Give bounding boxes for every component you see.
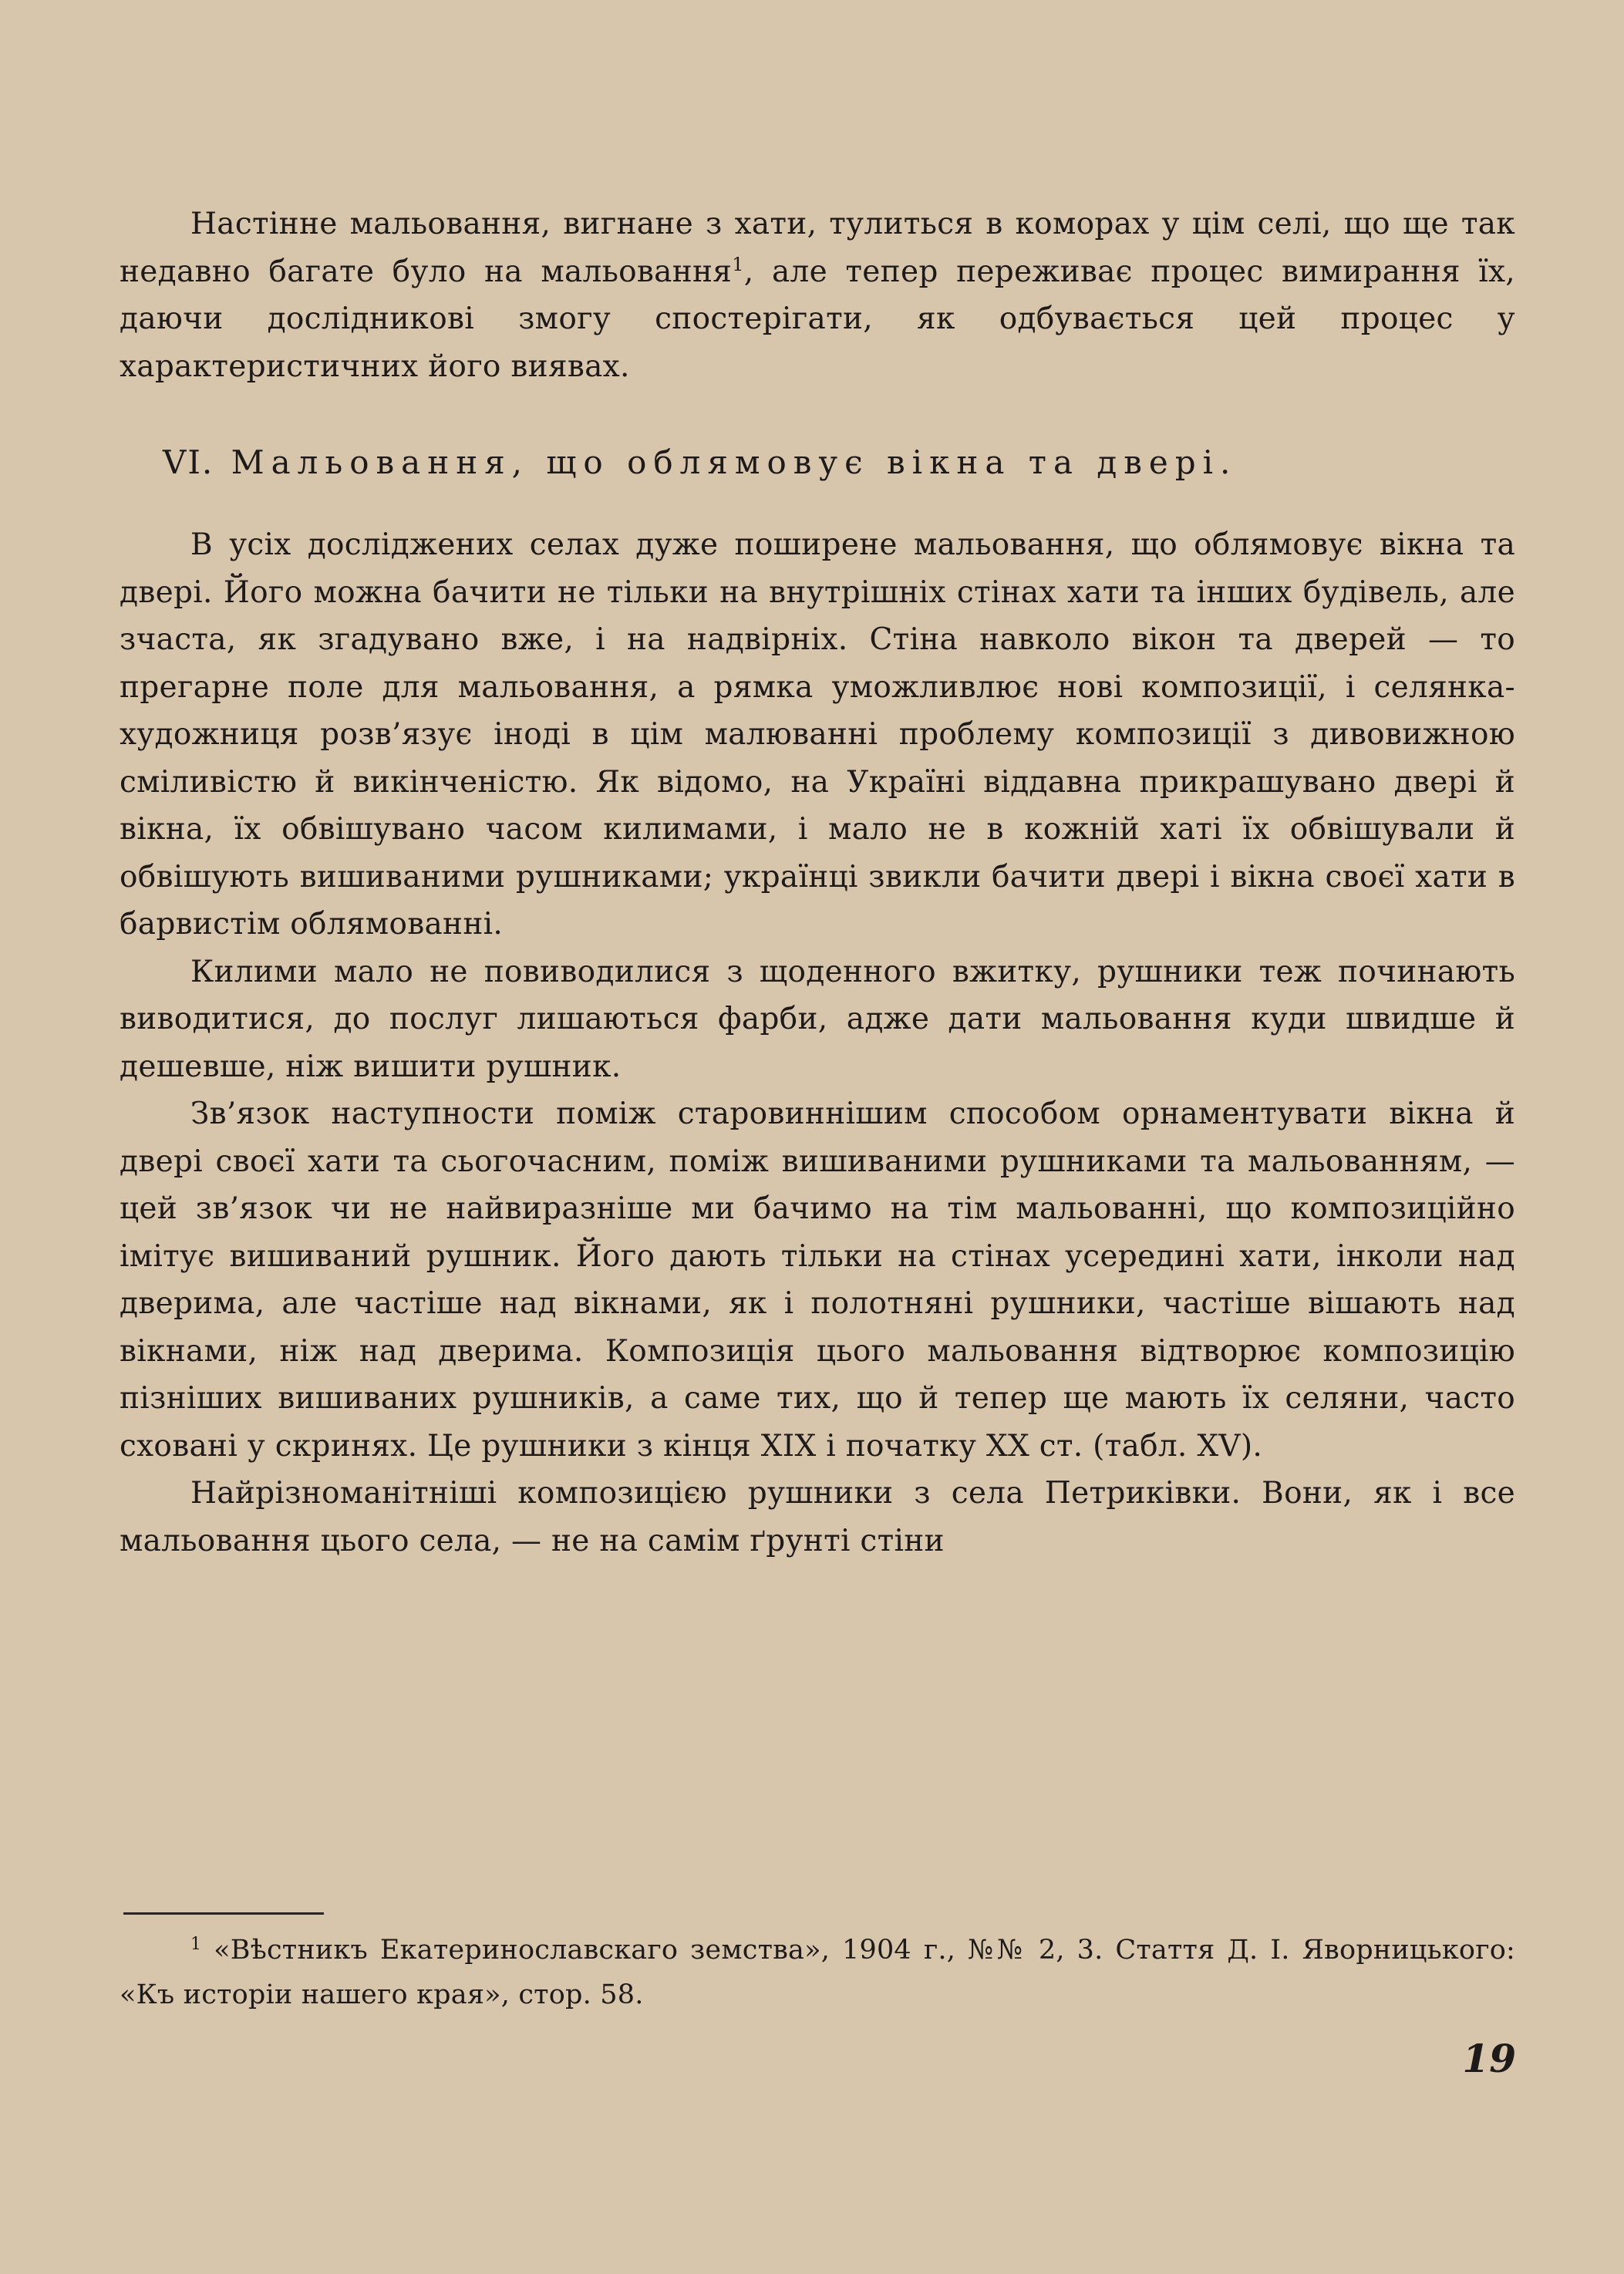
paragraph-4: Зв’язок наступности поміж старовиннішим способом орнаментувати вікна й двері своєї хати та сьогочасним, поміж вишиваними рушниками та мальованням, — цей зв’язок чи не найвиразніше ми бачимо на тім мальованні, що композиційно імітує вишиваний рушник. Його дають тільки на стінах усередині хати, інколи над дверима, але частіше над вікнами, як і полотняні рушники, частіше вішають над вікнами, ніж над дверима. Композиція цього мальовання відтворює композицію пізніших вишиваних рушників, а саме тих, що й тепер ще мають їх селяни, часто сховані у скринях. Це рушники з кінця XIX і початку XX ст. (табл. XV). bbox=[120, 1097, 1515, 1464]
footnote-ref[interactable]: 1 bbox=[732, 253, 744, 275]
footnote-text: «Вѣстникъ Екатеринославскаго земства», 1904 г., №№ 2, 3. Стаття Д. І. Яворницького: «Къ исторіи нашего края», стор. 58. bbox=[120, 1935, 1515, 2010]
paragraph-1-text: Настінне мальовання, вигнане з хати, тулиться в коморах у цім селі, що ще так недавно багате було на мальовання bbox=[120, 207, 1515, 289]
paragraph-1-continuation: , але тепер переживає процес вимирання їх, даючи дослідникові змогу спостерігати, як одбувається цей процес у характеристичних його виявах. bbox=[120, 254, 1515, 384]
footnote-divider bbox=[123, 1912, 324, 1915]
section-title: Мальовання, що облямовує вікна та двері. bbox=[231, 443, 1238, 481]
paragraph-3: Килими мало не повиводилися з щоденного вжитку, рушники теж починають виводитися, до послуг лишаються фарби, адже дати мальовання куди швидше й дешевше, ніж вишити рушник. bbox=[120, 954, 1515, 1084]
paragraph-1 bbox=[120, 200, 1515, 390]
paragraph-5: Найрізноманітніші композицією рушники з села Петриківки. Вони, як і все мальовання цього села, — не на самім ґрунті стіни bbox=[120, 1476, 1515, 1558]
page-body bbox=[120, 200, 1515, 1565]
footnote-marker: 1 bbox=[190, 1935, 202, 1954]
section-heading bbox=[120, 440, 1515, 486]
page-number: 19 bbox=[1462, 2036, 1516, 2081]
footnote bbox=[120, 1928, 1515, 2017]
section-number: VI. bbox=[163, 443, 214, 481]
paragraph-2: В усіх досліджених селах дуже поширене мальовання, що облямовує вікна та двері. Його можна бачити не тільки на внутрішніх стінах хати та інших будівель, але зчаста, як згадувано вже, і на надвірніх. Стіна навколо вікон та дверей — то прегарне поле для мальовання, а рямка уможливлює нові композиції, і селянка-художниця розв’язує іноді в цім малюванні проблему композиції з дивовижною сміливістю й викінченістю. Як відомо, на Україні віддавна прикрашувано двері й вікна, їх обвішувано часом килимами, і мало не в кожній хаті їх обвішували й обвішують вишиваними рушниками; українці звикли бачити двері і вікна своєї хати в барвистім облямованні. bbox=[120, 527, 1515, 942]
